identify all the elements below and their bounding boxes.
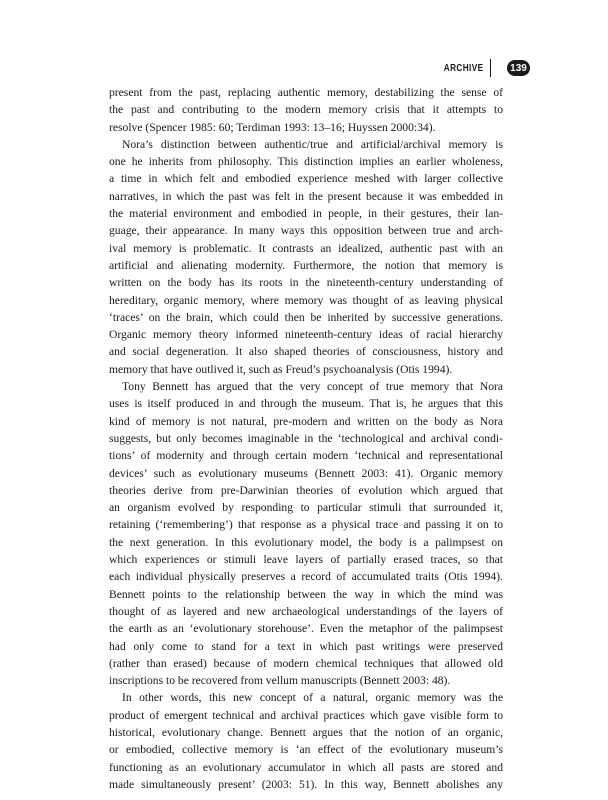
text-line: ival memory is problematic. It contrasts an idealized, authentic past with an	[109, 241, 503, 255]
text-line: the material environment and embodied in people, in their gestures, their lan-	[109, 207, 503, 221]
text-line: hereditary, organic memory, where memory was thought of as leaving physical	[109, 293, 503, 307]
text-line: theories derive from pre-Darwinian theories of evolution which argued that	[109, 483, 503, 497]
text-line: resolve (Spencer 1985: 60; Terdiman 1993: 13–16; Huyssen 2000:34).	[109, 120, 436, 134]
text-line: functioning as an evolutionary accumulator in which all pasts are stored and	[109, 760, 503, 774]
text-line: Nora’s distinction between authentic/true and artificial/archival memory is	[122, 137, 503, 151]
text-line: one he inherits from philosophy. This distinction implies an earlier wholeness,	[109, 155, 503, 169]
text-line: devices’ such as evolutionary museums (Bennett 2003: 41). Organic memory	[109, 466, 503, 480]
text-line: ‘traces’ on the brain, which could then be inherited by successive generations.	[109, 310, 503, 324]
text-line: tions’ of modernity and through certain modern ‘technical and representational	[109, 449, 503, 463]
text-line: or embodied, collective memory is ‘an effect of the evolutionary museum’s	[109, 743, 503, 757]
text-line: the past and contributing to the modern memory crisis that it attempts to	[109, 103, 503, 117]
text-line: (rather than erased) because of modern chemical techniques that allowed old	[109, 656, 503, 670]
text-line: each individual physically preserves a record of accumulated traits (Otis 1994).	[109, 570, 503, 584]
body-text	[109, 84, 503, 793]
text-line: In other words, this new concept of a natural, organic memory was the	[122, 691, 503, 705]
text-line: an organism evolved by responding to particular stimuli that surrounded it,	[109, 501, 503, 515]
text-line: a time in which felt and embodied experience meshed with larger collective	[109, 172, 503, 186]
text-line: present from the past, replacing authentic memory, destabilizing the sense of	[109, 86, 503, 99]
text-line: the earth as an ‘evolutionary storehouse’. Even the metaphor of the palimpsest	[109, 622, 503, 636]
text-line: kind of memory is not natural, pre-modern and written on the body as Nora	[109, 414, 503, 428]
text-line: and social degeneration. It also shaped theories of consciousness, history and	[109, 345, 503, 359]
text-line: narratives, in which the past was felt in the present because it was embedded in	[109, 189, 503, 203]
text-line: retaining (‘remembering’) that response as a physical trace and passing it on to	[109, 518, 503, 532]
paragraph	[109, 689, 503, 793]
text-line: which experiences or stimuli leave layers of partially erased traces, so that	[109, 553, 503, 567]
text-line: Tony Bennett has argued that the very concept of true memory that Nora	[122, 380, 503, 394]
text-line: guage, their appearance. In many ways this opposition between true and arch-	[109, 224, 503, 238]
text-line: written on the body has its roots in the nineteenth-century understanding of	[109, 276, 503, 290]
text-line: suggests, but only becomes imaginable in the ‘technological and archival condi-	[109, 431, 503, 445]
text-line: memory that have outlived it, such as Freud’s psychoanalysis (Otis 1994).	[109, 362, 453, 376]
page-header	[435, 58, 530, 78]
running-head: ARCHIVE	[443, 62, 484, 74]
text-line: had only come to stand for a text in which past writings were preserved	[109, 639, 503, 653]
paragraph	[109, 136, 503, 378]
text-line: inscriptions to be recovered from vellum manuscripts (Bennett 2003: 48).	[109, 674, 451, 688]
text-line: uses is itself produced in and through the museum. That is, he argues that this	[109, 397, 503, 411]
text-line: Organic memory theory informed nineteenth-century ideas of racial hierarchy	[109, 328, 503, 342]
text-line: thought of as layered and new archaeological understandings of the layers of	[109, 604, 503, 618]
text-line: artificial and alienating modernity. Furthermore, the notion that memory is	[109, 258, 503, 272]
text-line: historical, evolutionary change. Bennett argues that the notion of an organic,	[109, 725, 503, 739]
text-line: made simultaneously present’ (2003: 51). In this way, Bennett abolishes any	[109, 777, 503, 791]
page-number: 139	[507, 60, 530, 76]
text-line: product of emergent technical and archival practices which gave visible form to	[109, 708, 503, 722]
paragraph	[109, 84, 503, 136]
header-divider	[490, 59, 492, 77]
text-line: Bennett points to the relationship between the way in which the mind was	[109, 587, 503, 601]
paragraph	[109, 378, 503, 689]
text-line: the next generation. In this evolutionary model, the body is a palimpsest on	[109, 535, 503, 549]
